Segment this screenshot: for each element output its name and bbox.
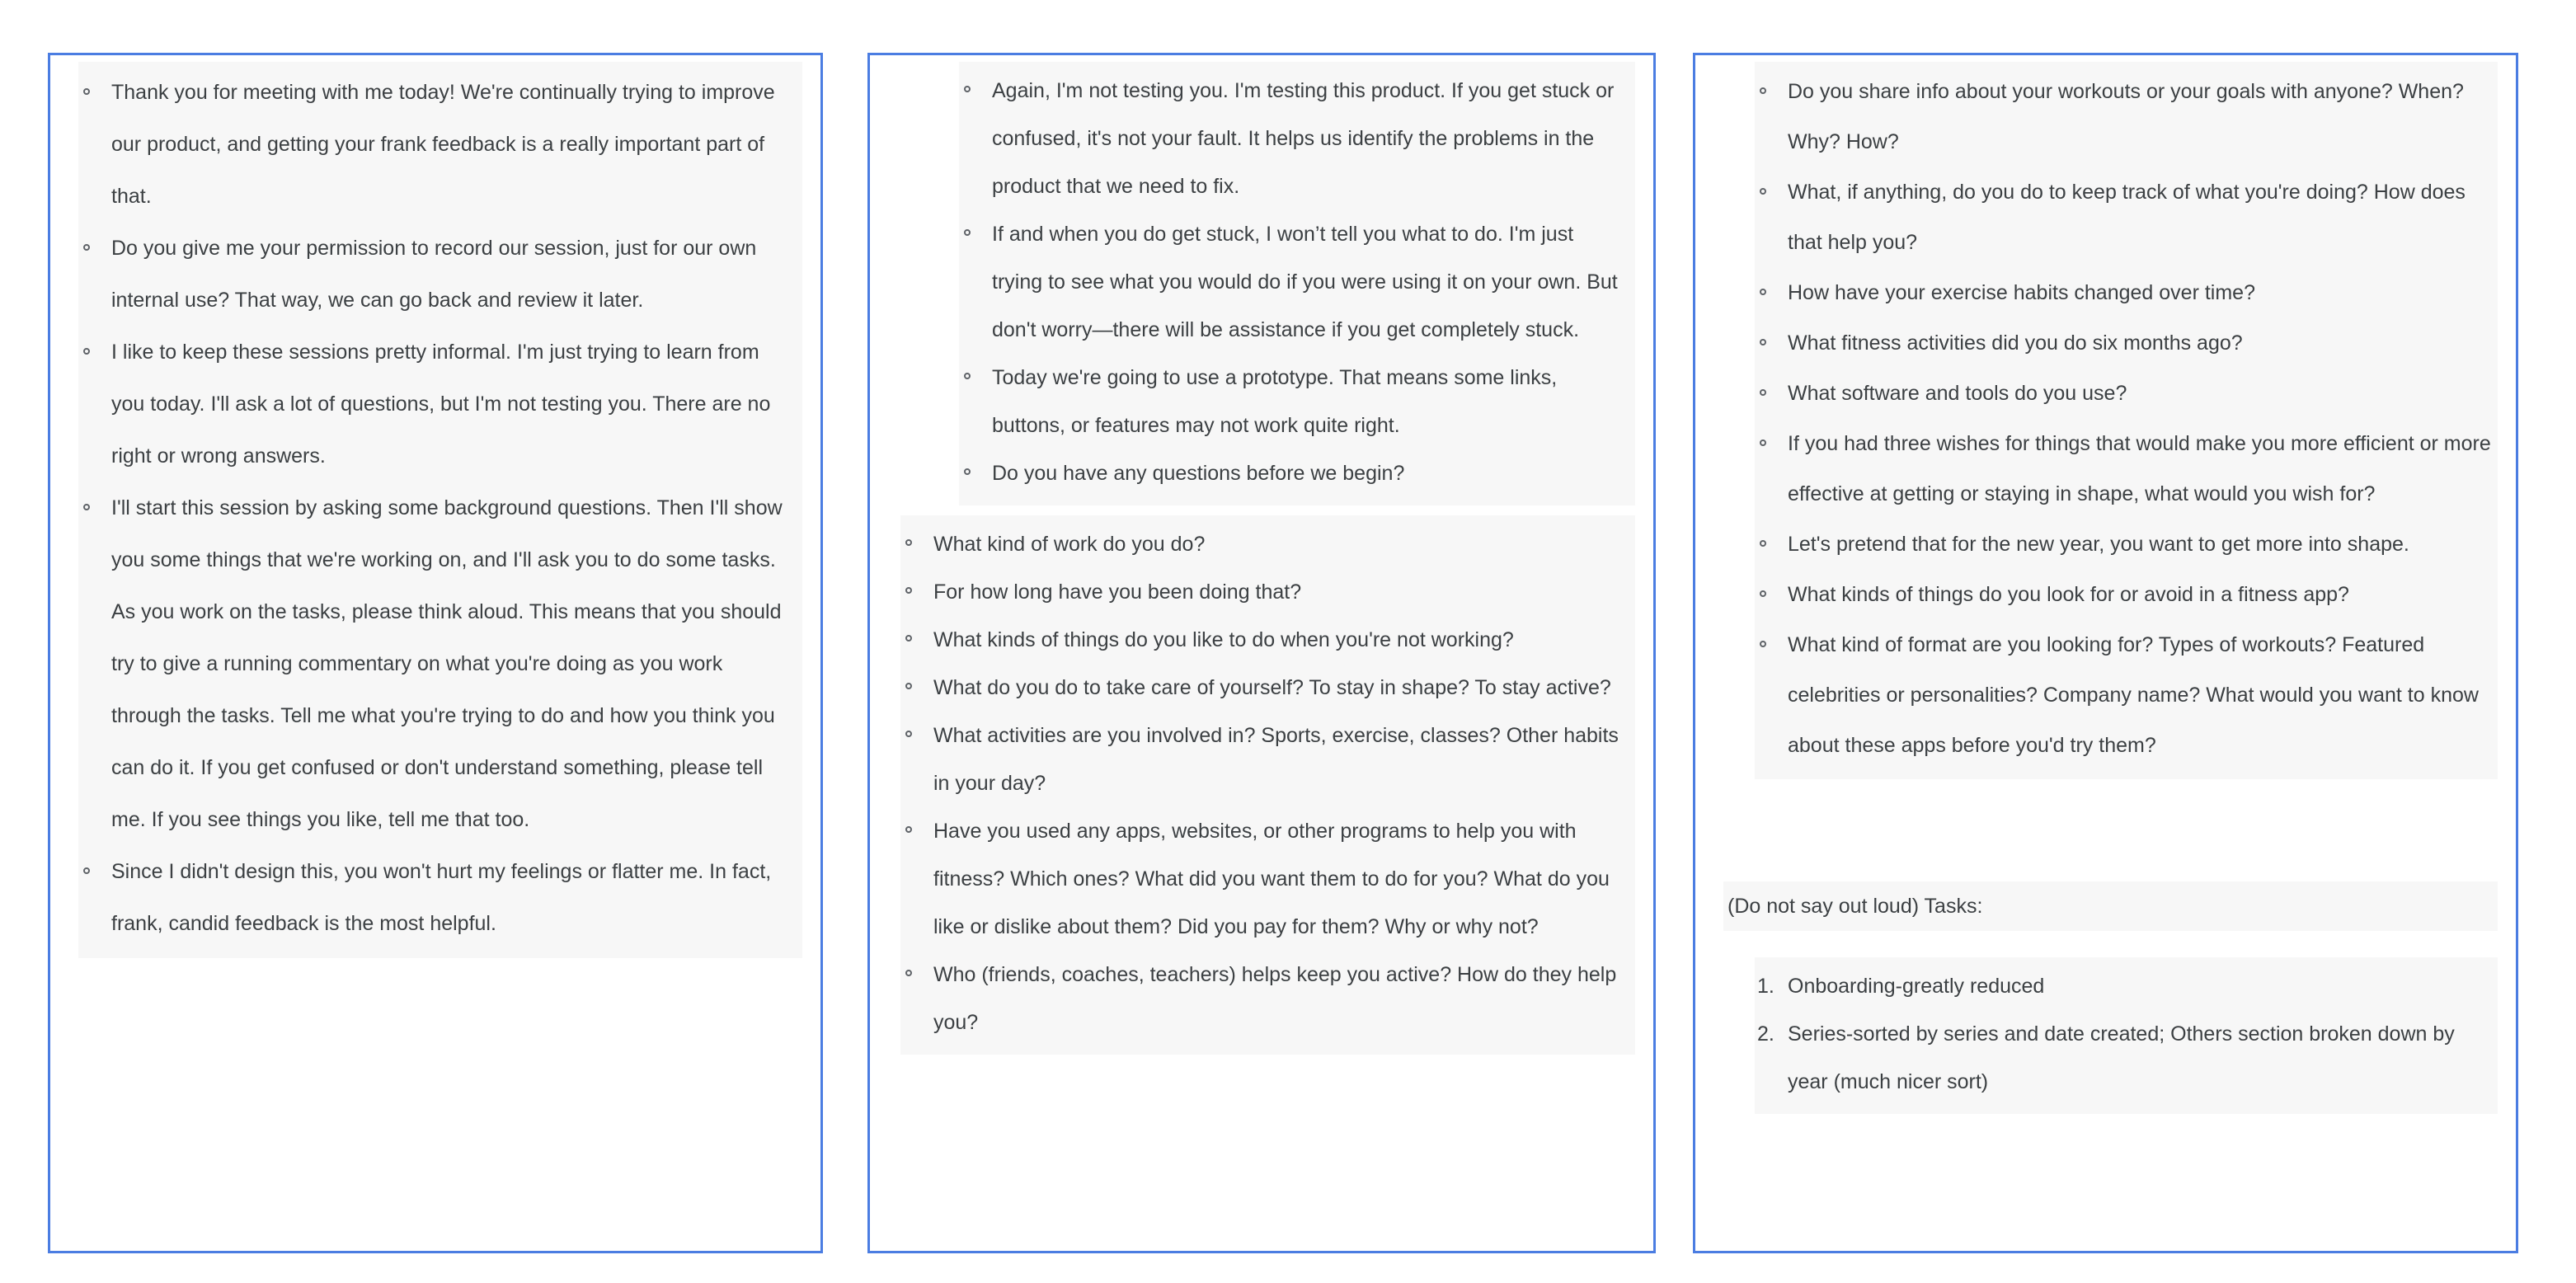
fitness-question-bullet-item — [1755, 268, 2491, 318]
circle-bullet-icon — [905, 635, 912, 642]
list-item-text: Have you used any apps, websites, or other programs to help you with fitness? Which ones? What did you want them to do for you? What do you like or dislike about them? Did you pay for them? Why or why not? — [933, 820, 1610, 938]
circle-bullet-icon — [964, 468, 971, 475]
circle-bullet-icon — [1760, 389, 1766, 396]
background-questions-bullet-list — [900, 515, 1635, 1055]
background-question-bullet-item — [900, 951, 1629, 1046]
background-question-bullet-item — [900, 807, 1629, 951]
intro-bullet-item — [78, 482, 796, 846]
list-item-text: What fitness activities did you do six months ago? — [1788, 331, 2243, 355]
list-item-text: What kind of work do you do? — [933, 533, 1206, 556]
list-item-text: Onboarding-greatly reduced — [1788, 975, 2045, 998]
task-item — [1755, 962, 2491, 1010]
list-item-text: If you had three wishes for things that would make you more efficient or more effective at getting or staying in shape, what would you wish for? — [1788, 432, 2491, 505]
circle-bullet-icon — [83, 244, 90, 251]
list-item-text: Thank you for meeting with me today! We're continually trying to improve our product, and getting your frank feedback is a really important part of that. — [111, 81, 775, 208]
fitness-question-bullet-item — [1755, 318, 2491, 369]
session-rule-bullet-item — [959, 67, 1629, 210]
fitness-question-bullet-item — [1755, 67, 2491, 167]
circle-bullet-icon — [964, 86, 971, 92]
background-question-bullet-item — [900, 664, 1629, 712]
fitness-question-bullet-item — [1755, 519, 2491, 570]
background-question-bullet-item — [900, 712, 1629, 807]
list-item-text: Again, I'm not testing you. I'm testing this product. If you get stuck or confused, it's not your fault. It helps us identify the problems in the product that we need to fix. — [992, 79, 1615, 198]
session-rule-bullet-item — [959, 449, 1629, 497]
list-number-label: 1. — [1757, 975, 1775, 998]
fitness-question-bullet-item — [1755, 570, 2491, 620]
list-item-text: What kinds of things do you look for or avoid in a fitness app? — [1788, 583, 2349, 606]
list-item-text: I like to keep these sessions pretty informal. I'm just trying to learn from you today. I'll ask a lot of questions, but I'm not testing you. There are no right or wrong answers. — [111, 341, 771, 468]
circle-bullet-icon — [83, 867, 90, 874]
circle-bullet-icon — [964, 229, 971, 236]
list-item-text: I'll start this session by asking some background questions. Then I'll show you some things that we're working on, and I'll ask you to do some tasks. As you work on the tasks, please think aloud. This means that you should try to give a running commentary on what you're doing as you work through the tasks. Tell me what you're trying to do and how you think you can do it. If you get confused or don't understand something, please tell me. If you see things you like, tell me that too. — [111, 496, 783, 831]
circle-bullet-icon — [905, 587, 912, 594]
list-item-text: If and when you do get stuck, I won’t tell you what to do. I'm just trying to see what you would do if you were using it on your own. But don't worry—there will be assistance if you get completely stuck. — [992, 223, 1618, 341]
list-number-label: 2. — [1757, 1022, 1775, 1046]
fitness-questions-and-tasks-card[interactable] — [1693, 53, 2518, 1253]
circle-bullet-icon — [1760, 289, 1766, 295]
session-rules-nested-bullet-list — [959, 62, 1635, 505]
list-item-text: Series-sorted by series and date created; Others section broken down by year (much nicer sort) — [1788, 1022, 2455, 1093]
intro-bullet-list — [78, 62, 802, 958]
list-item-text: What activities are you involved in? Sports, exercise, classes? Other habits in your day? — [933, 724, 1619, 795]
intro-bullet-item — [78, 223, 796, 327]
circle-bullet-icon — [83, 88, 90, 95]
circle-bullet-icon — [905, 970, 912, 976]
fitness-question-bullet-item — [1755, 369, 2491, 419]
intro-script-card[interactable] — [48, 53, 823, 1253]
list-item-text: Let's pretend that for the new year, you want to get more into shape. — [1788, 533, 2409, 556]
background-question-bullet-item — [900, 568, 1629, 616]
tasks-heading: (Do not say out loud) Tasks: — [1723, 881, 2498, 931]
tasks-numbered-list — [1755, 957, 2498, 1114]
list-item-text: Do you give me your permission to record our session, just for our own internal use? That way, we can go back and review it later. — [111, 237, 757, 312]
circle-bullet-icon — [83, 504, 90, 510]
circle-bullet-icon — [964, 373, 971, 379]
circle-bullet-icon — [905, 826, 912, 833]
circle-bullet-icon — [1760, 439, 1766, 446]
session-rule-bullet-item — [959, 354, 1629, 449]
session-rule-bullet-item — [959, 210, 1629, 354]
fitness-question-bullet-item — [1755, 167, 2491, 268]
circle-bullet-icon — [1760, 540, 1766, 547]
list-item-text: How have your exercise habits changed over time? — [1788, 281, 2255, 304]
list-item-text: Today we're going to use a prototype. That means some links, buttons, or features may not work quite right. — [992, 366, 1558, 437]
intro-bullet-item — [78, 327, 796, 482]
intro-bullet-item — [78, 846, 796, 950]
list-item-text: What kinds of things do you like to do when you're not working? — [933, 628, 1514, 651]
session-rules-and-background-questions-card[interactable] — [867, 53, 1656, 1253]
task-item — [1755, 1010, 2491, 1106]
list-item-text: For how long have you been doing that? — [933, 580, 1302, 604]
list-item-text: Who (friends, coaches, teachers) helps keep you active? How do they help you? — [933, 963, 1617, 1034]
background-question-bullet-item — [900, 616, 1629, 664]
list-item-text: What kind of format are you looking for? Types of workouts? Featured celebrities or personalities? Company name? What would you want to know about these apps before you'd try them? — [1788, 633, 2479, 757]
circle-bullet-icon — [1760, 590, 1766, 597]
circle-bullet-icon — [1760, 87, 1766, 94]
background-question-bullet-item — [900, 520, 1629, 568]
list-item-text: Do you have any questions before we begin? — [992, 462, 1405, 485]
list-item-text: Do you share info about your workouts or your goals with anyone? When? Why? How? — [1788, 80, 2464, 153]
intro-bullet-item — [78, 67, 796, 223]
fitness-question-bullet-item — [1755, 419, 2491, 519]
list-item-text: What software and tools do you use? — [1788, 382, 2127, 405]
circle-bullet-icon — [905, 539, 912, 546]
circle-bullet-icon — [83, 348, 90, 355]
circle-bullet-icon — [1760, 188, 1766, 195]
circle-bullet-icon — [905, 683, 912, 689]
list-item-text: What, if anything, do you do to keep track of what you're doing? How does that help you? — [1788, 181, 2466, 254]
list-item-text: Since I didn't design this, you won't hurt my feelings or flatter me. In fact, frank, candid feedback is the most helpful. — [111, 860, 772, 935]
circle-bullet-icon — [1760, 339, 1766, 345]
fitness-questions-bullet-list — [1755, 62, 2498, 779]
circle-bullet-icon — [1760, 641, 1766, 647]
fitness-question-bullet-item — [1755, 620, 2491, 771]
list-item-text: What do you do to take care of yourself? To stay in shape? To stay active? — [933, 676, 1611, 699]
circle-bullet-icon — [905, 731, 912, 737]
